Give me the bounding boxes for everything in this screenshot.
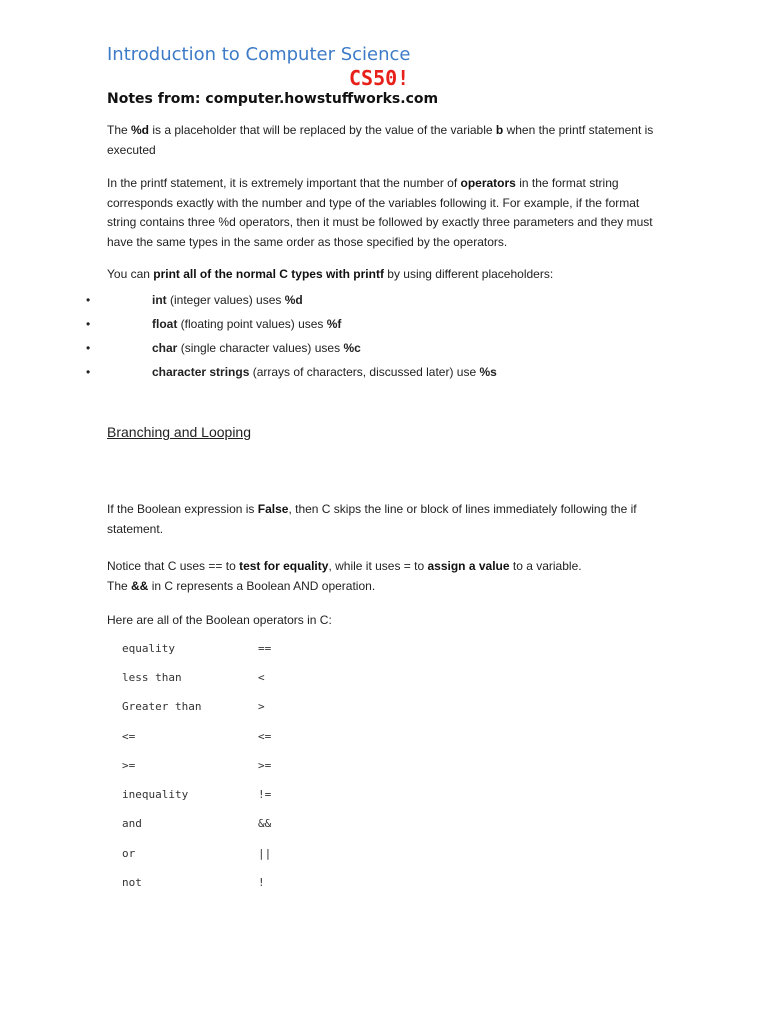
bold-run: %d — [131, 123, 150, 137]
list-item-text: char (single character values) uses %c — [152, 341, 361, 355]
bold-run: operators — [460, 176, 516, 190]
list-item — [0, 314, 768, 334]
operator-name: equality — [122, 642, 175, 655]
operator-row — [122, 671, 422, 691]
text-line: The && in C represents a Boolean AND operation. — [107, 578, 376, 593]
paragraph-equality — [107, 557, 667, 596]
text-line: Notice that C uses == to test for equality, while it uses = to assign a value to a variable. — [107, 559, 582, 573]
operator-symbol: < — [258, 671, 265, 684]
operator-symbol: != — [258, 788, 272, 801]
list-item-text: float (floating point values) uses %f — [152, 317, 342, 331]
paragraph-placeholders-intro — [107, 265, 667, 285]
bullet-icon: • — [86, 365, 91, 379]
operator-name: less than — [122, 671, 182, 684]
text-run: is a placeholder that will be replaced by the value of the variable — [149, 123, 496, 137]
operator-row — [122, 642, 422, 662]
operator-row — [122, 876, 422, 896]
operator-symbol: == — [258, 642, 272, 655]
operator-symbol: && — [258, 817, 272, 830]
bold-run: False — [257, 502, 289, 516]
text-run: by using different placeholders: — [383, 267, 554, 281]
list-item-text: character strings (arrays of characters, discussed later) use %s — [152, 365, 497, 379]
operator-name: Greater than — [122, 700, 202, 713]
text-run: in the format string corresponds exactly with the number and type of the variables following it. For example, if the format string contains three %d operators, then it must be followed by exactly three parameters and they must have the same types in the same order as those specified by the operators. — [107, 176, 653, 249]
bullet-icon: • — [86, 341, 91, 355]
paragraph-operators — [107, 174, 667, 252]
operator-name: inequality — [122, 788, 189, 801]
operator-symbol: || — [258, 847, 272, 860]
list-item — [0, 362, 768, 382]
operator-symbol: <= — [258, 730, 272, 743]
text-run: , then C skips the line or block of lines immediately following the if statement. — [107, 502, 637, 536]
operator-row — [122, 730, 422, 750]
operator-row — [122, 700, 422, 720]
document-title: Introduction to Computer Science — [107, 44, 411, 65]
operator-row — [122, 847, 422, 867]
bullet-icon: • — [86, 293, 91, 307]
text-run: when the printf statement is executed — [107, 123, 654, 157]
paragraph-boolean-false — [107, 500, 667, 539]
operator-symbol: > — [258, 700, 265, 713]
operator-row — [122, 759, 422, 779]
list-item-text: int (integer values) uses %d — [152, 293, 303, 307]
course-subtitle: CS50! — [349, 66, 410, 90]
text-run: You can — [107, 267, 154, 281]
text-run: In the printf statement, it is extremely important that the number of — [107, 176, 461, 190]
operator-name: >= — [122, 759, 136, 772]
text-run: The — [107, 123, 132, 137]
bullet-icon: • — [86, 317, 91, 331]
paragraph-placeholder — [107, 121, 667, 160]
operator-row — [122, 817, 422, 837]
operator-name: or — [122, 847, 136, 860]
notes-source: Notes from: computer.howstuffworks.com — [107, 91, 439, 107]
text-run: If the Boolean expression is — [107, 502, 258, 516]
operator-name: and — [122, 817, 142, 830]
list-item — [0, 338, 768, 358]
section-heading: Branching and Looping — [107, 424, 252, 440]
list-item — [0, 290, 768, 310]
operator-symbol: >= — [258, 759, 272, 772]
paragraph-operators-intro: Here are all of the Boolean operators in C: — [107, 613, 332, 627]
operator-name: <= — [122, 730, 136, 743]
bold-run: b — [495, 123, 504, 137]
operator-name: not — [122, 876, 142, 889]
bold-run: print all of the normal C types with printf — [153, 267, 384, 281]
operator-row — [122, 788, 422, 808]
operator-symbol: ! — [258, 876, 265, 889]
